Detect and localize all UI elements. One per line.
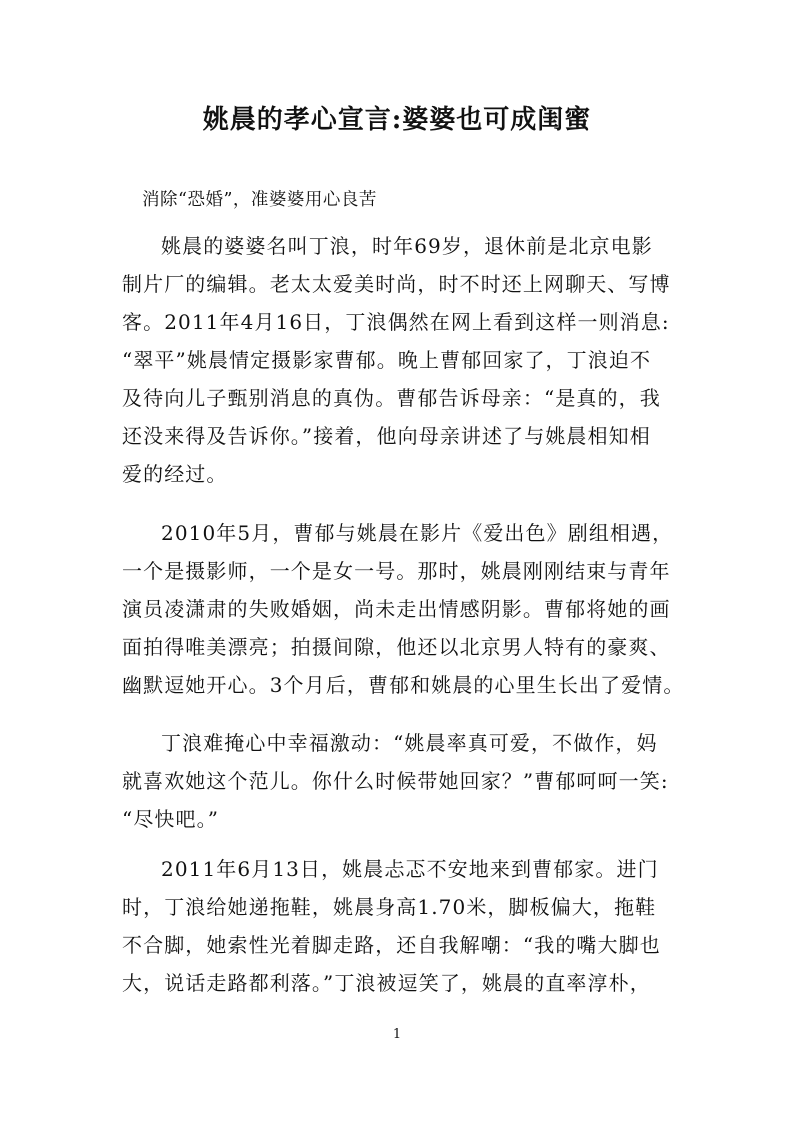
body-line: 姚晨的婆婆名叫丁浪，时年69岁，退休前是北京电影	[161, 234, 653, 258]
body-line: 演员凌潇肃的失败婚姻，尚未走出情感阴影。曹郁将她的画	[122, 597, 671, 621]
body-line: 面拍得唯美漂亮；拍摄间隙，他还以北京男人特有的豪爽、	[122, 635, 671, 659]
body-line: 就喜欢她这个范儿。你什么时候带她回家？”曹郁呵呵一笑:	[122, 769, 669, 793]
page-number: 1	[392, 1027, 402, 1042]
body-line: 时，丁浪给她递拖鞋，姚晨身高1.70米，脚板偏大，拖鞋	[122, 895, 657, 919]
body-line: 一个是摄影师，一个是女一号。那时，姚晨刚刚结束与青年	[122, 559, 671, 583]
body-line: “翠平”姚晨情定摄影家曹郁。晚上曹郁回家了，丁浪迫不	[122, 348, 652, 372]
page-title: 姚晨的孝心宣言:婆婆也可成闺蜜	[202, 105, 592, 135]
section-subtitle: 消除“恐婚”，准婆婆用心良苦	[142, 190, 377, 210]
body-line: “尽快吧。”	[122, 807, 220, 831]
body-line: 丁浪难掩心中幸福激动：“姚晨率真可爱，不做作，妈	[161, 731, 658, 755]
body-line: 大，说话走路都利落。”丁浪被逗笑了，姚晨的直率淳朴，	[122, 971, 651, 995]
body-line: 不合脚，她索性光着脚走路，还自我解嘲：“我的嘴大脚也	[122, 933, 661, 957]
body-line: 及待向儿子甄别消息的真伪。曹郁告诉母亲：“是真的，我	[122, 386, 661, 410]
body-line: 客。2011年4月16日，丁浪偶然在网上看到这样一则消息:	[122, 310, 670, 334]
body-line: 2011年6月13日，姚晨忐忑不安地来到曹郁家。进门	[161, 857, 659, 881]
body-line: 幽默逗她开心。3个月后，曹郁和姚晨的心里生长出了爱情。	[122, 673, 685, 697]
body-line: 制片厂的编辑。老太太爱美时尚，时不时还上网聊天、写博	[122, 272, 671, 296]
body-line: 2010年5月，曹郁与姚晨在影片《爱出色》剧组相遇，	[161, 521, 674, 545]
body-line: 还没来得及告诉你。”接着，他向母亲讲述了与姚晨相知相	[122, 424, 651, 448]
body-line: 爱的经过。	[122, 462, 228, 486]
